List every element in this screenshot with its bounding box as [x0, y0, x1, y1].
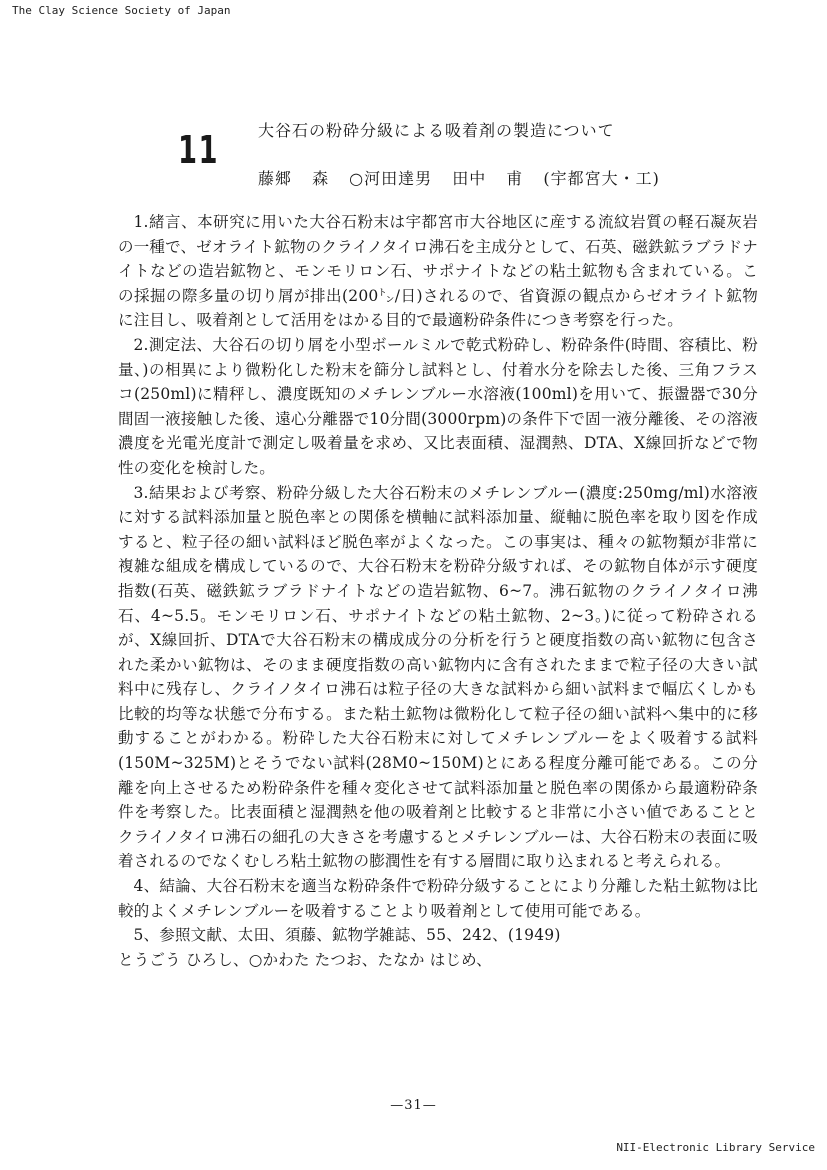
society-header: The Clay Science Society of Japan — [12, 4, 231, 17]
abstract-body — [118, 210, 758, 972]
paper-number: 11 — [178, 128, 219, 172]
author-line: 藤郷 森 ○河田達男 田中 甫 (宇都宮大・工) — [258, 169, 660, 188]
paragraph-introduction: 1.緒言、本研究に用いた大谷石粉末は宇都宮市大谷地区に産する流紋岩質の軽石凝灰岩の一種で、ゼオライト鉱物のクライノタイロ沸石を主成分として、石英、磁鉄鉱ラブラドナイトなどの造岩鉱物と、モンモリロン石、サポナイトなどの粘土鉱物も含まれている。この採掘の際多量の切り屑が排出(200㌧/日)されるので、省資源の観点からゼオライト鉱物に注目し、吸着剤として活用をはかる目的で最適粉砕条件につき考察を行った。 — [118, 213, 758, 330]
library-service-footer: NII-Electronic Library Service — [616, 1141, 815, 1154]
paragraph-references: 5、参照文献、太田、須藤、鉱物学雑誌、55、242、(1949) — [133, 926, 561, 945]
paragraph-results: 3.結果および考察、粉砕分級した大谷石粉末のメチレンブルー(濃度:250mg/ml)水溶液に対する試料添加量と脱色率との関係を横軸に試料添加量、縦軸に脱色率を取り図を作成すると、粒子径の細い試料ほど脱色率がよくなった。この事実は、種々の鉱物類が非常に複雑な組成を構成しているので、大谷石粉末を粉砕分級すれば、その鉱物自体が示す硬度指数(石英、磁鉄鉱ラブラドナイトなどの造岩鉱物、6~7。沸石鉱物のクライノタイロ沸石、4~5.5。モンモリロン石、サポナイトなどの粘土鉱物、2~3。)に従って粉砕されるが、X線回折、DTAで大谷石粉末の構成成分の分析を行うと硬度指数の高い鉱物に包含された柔かい鉱物は、そのまま硬度指数の高い鉱物内に含有されたままで粒子径の大きい試料中に残存し、クライノタイロ沸石は粒子径の大きな試料から細い試料まで幅広くしかも比較的均等な状態で分布する。また粘土鉱物は微粉化して粒子径の細い試料へ集中的に移動することがわかる。粉砕した大谷石粉末に対してメチレンブルーをよく吸着する試料(150M~325M)とそうでない試料(28M0~150M)とにある程度分離可能である。この分離を向上させるため粉砕条件を種々変化させて試料添加量と脱色率の関係から最適粉砕条件を考察した。比表面積と湿潤熱を他の吸着剤と比較すると非常に小さい値であることとクライノタイロ沸石の細孔の大きさを考慮するとメチレンブルーは、大谷石粉末の表面に吸着されるのでなくむしろ粘土鉱物の膨潤性を有する層間に取り込まれると考えられる。 — [118, 483, 758, 871]
paper-title: 大谷石の粉砕分級による吸着剤の製造について — [258, 121, 615, 140]
paragraph-conclusion: 4、結論、大谷石粉末を適当な粉砕条件で粉砕分級することにより分離した粘土鉱物は比較的よくメチレンブルーを吸着することより吸着剤として使用可能である。 — [118, 877, 758, 920]
page-number: —31— — [390, 1098, 437, 1113]
author-romaji: とうごう ひろし、○かわた たつお、たなか はじめ、 — [118, 950, 492, 969]
paragraph-method: 2.測定法、大谷石の切り屑を小型ボールミルで乾式粉砕し、粉砕条件(時間、容積比、粉量、)の相異により微粉化した粉末を篩分し試料とし、付着水分を除去した後、三角フラスコ(250ml)に精秤し、濃度既知のメチレンブルー水溶液(100ml)を用いて、振盪器で30分間固一液接触した後、遠心分離器で10分間(3000rpm)の条件下で固一液分離後、その溶液濃度を光電光度計で測定し吸着量を求め、又比表面積、湿潤熱、DTA、X線回折などで物性の変化を検討した。 — [118, 335, 758, 477]
